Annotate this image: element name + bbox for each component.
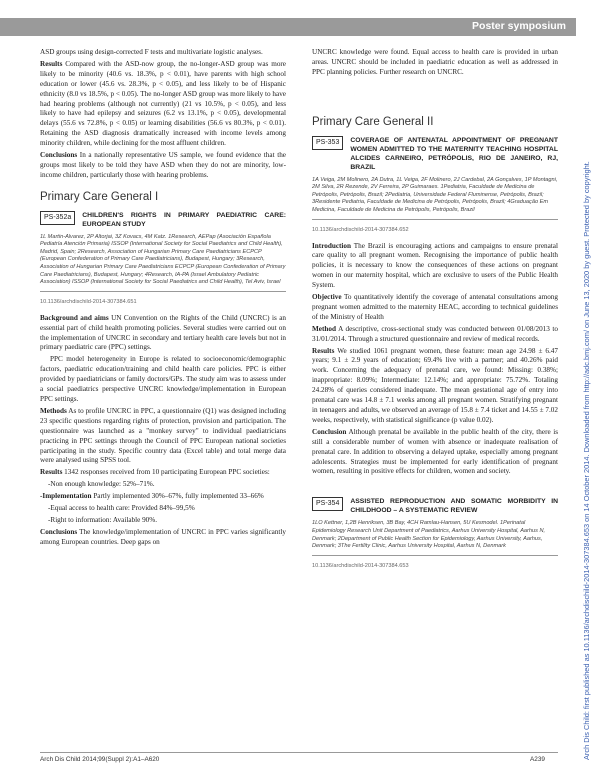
results-paragraph xyxy=(312,347,558,426)
section-title-general-1: Primary Care General I xyxy=(40,190,159,203)
implementation-text: Partly implemented 30%–67%, fully implemented 33–66% xyxy=(93,492,264,501)
abstract-doi: 10.1136/archdischild-2014-307384.653 xyxy=(312,562,409,569)
objective-paragraph xyxy=(312,293,558,323)
abstract-title: CHILDREN'S RIGHTS IN PRIMARY PAEDIATRIC CARE: EUROPEAN STUDY xyxy=(82,211,286,228)
abstract-title: COVERAGE OF ANTENATAL APPOINTMENT OF PREGNANT WOMEN ADMITTED TO THE MATERNITY TEACHING HOSPITAL ALCIDES CARNEIRO, PETRÓPOLIS, RIO DE JANEIRO, RJ, BRAZIL xyxy=(350,136,558,171)
abstract-authors: 1L Martin-Alvarez, 2P Altorjai, 3Z Kovacs, 4M Katz. 1Research, AEPap (Asociación Española Pediatría Atención Primaria) ISSOP (International Society for Social Paediatrics and Child Health), Madrid, Spain; 2Research, Association of Hungarian Primary Care Paediatricians ECPCP (European Confederation of Primary Care Paediatricians), Budapest, Hungary; 3Research, Association of Hungarian Primary Care Paediatricians ECPCP (European Confederation of Primary Care Paediatricians), Budapest, Hungary; 4Research, IA-PA (Israel Ambulatory Pediatric Association) ISSOP (International Society for Social Paediatrics and Child Health), Tel Aviv, Israel xyxy=(40,233,286,286)
abstract-results-text: 1342 responses received from 10 participating European PPC societies: xyxy=(64,468,270,477)
section-banner xyxy=(0,18,576,36)
abstract-conclusions-paragraph xyxy=(40,528,286,548)
section-banner-label: Poster symposium xyxy=(472,20,566,32)
abstract-conclusions-text: The knowledge/implementation of UNCRC in PPC varies significantly among European countries. Deep gaps on xyxy=(40,527,287,546)
abstract-authors: 1LO Kettner, 1,2B Henriksen, 3B Bay, 4CH Ramlau-Hansen, 5U Kesmodel. 1Perinatal Epidemiology Research Unit Department of Paediatrics, Aarhus University Hospital, Aarhus N, Denmark; 2Department of Public Health Section for Epidemiology, Aarhus University, Aarhus, Denmark; 3The Fertility Clinic, Aarhus University Hospital, Aarhus N, Denmark xyxy=(312,520,546,550)
conclusions-text: In a nationally representative US sample, we found evidence that the groups most likely to be told they have ASD when they do not are minority, low-income children, particularly those with hearing problems. xyxy=(40,151,286,179)
abstract-doi: 10.1136/archdischild-2014-307384.651 xyxy=(40,298,137,305)
introduction-paragraph xyxy=(312,242,558,292)
abstract-id: PS-352a xyxy=(40,211,75,225)
abstract-title: ASSISTED REPRODUCTION AND SOMATIC MORBIDITY IN CHILDHOOD – A SYSTEMATIC REVIEW xyxy=(350,498,558,515)
abstract-doi: 10.1136/archdischild-2014-307384.652 xyxy=(312,226,409,233)
list-item: -Equal access to health care: Provided 84%–99,5% xyxy=(48,504,195,513)
results-text: We studied 1061 pregnant women, these feature: mean age 24.98 ± 6.47 years; 9.1 ± 2.9 years of education; 69.4% live with a partner; and 40.26% paid work. Concerning the adequacy of prenatal care, we found: Missing: 0.38%; inappropriate: 8.09%; Intermediate: 12.14%; and appropriate: 75.72%. Totaling 24.28% of queries considered inadequate. The mean gestational age of entry into prenatal care was 14.8 ± 7.1 weeks among all pregnant women. Stratifying pregnant in teenagers and adults, we observed an average of 15.8 ± 7.4 ticket and 14.55 ± 7.02 weeks, respectively, with statistical significance (p value 0.02). xyxy=(312,346,558,424)
background-label: Background and aims xyxy=(40,313,109,322)
abstract-conclusions-label: Conclusions xyxy=(40,527,78,536)
method-text: A descriptive, cross-sectional study was conducted between 01/08/2013 to 31/01/2014. Through a structured questionnaire and review of medical records. xyxy=(312,324,559,343)
background-text: UN Convention on the Rights of the Child (UNCRC) is an essential part of child health promoting policies. Several studies were carried out on the implementation of UNCRC in secondary and tertiary health care levels but not in primary paediatric care (PPC) settings. xyxy=(40,313,286,352)
results-paragraph xyxy=(40,60,286,149)
abstract-results-label: Results xyxy=(40,468,63,477)
methods-text: As to profile UNCRC in PPC, a questionnaire (Q1) was designed including 23 specific questions regarding rights of protection, provision and participation. The questionnaire was launched as a "monkey survey" to individual paediatricians practicing in PPC settings through the Council of PPC European national societies participating in the study. Specific country data (Excel table) and total merge data were analysed using SPSS tool. xyxy=(40,406,286,465)
abstract-results-paragraph xyxy=(40,468,286,478)
methods-label: Methods xyxy=(40,406,67,415)
conclusions-paragraph xyxy=(40,151,286,181)
footer-divider xyxy=(40,752,558,753)
abstract-id: PS-354 xyxy=(312,497,343,511)
side-citation xyxy=(580,12,596,760)
introduction-label: Introduction xyxy=(312,241,352,250)
conclusion-label: Conclusion xyxy=(312,427,347,436)
side-citation-text: Arch Dis Child: first published as 10.1136/archdischild-2014-307384.653 on 14 October 2014. Downloaded from http://adc.bmj.com/ on June 13, 2020 by guest. Protected by copyright. xyxy=(582,161,591,760)
conclusions-label: Conclusions xyxy=(40,151,78,160)
method-label: Method xyxy=(312,324,336,333)
abstract-id: PS-353 xyxy=(312,136,343,150)
conclusion-paragraph xyxy=(312,428,558,478)
objective-text: To quantitatively identify the coverage of antenatal consultations among pregnant women admitted to the maternity HEAC, according to technical guidelines of the Ministry of Health xyxy=(312,293,558,321)
background-paragraph-2: PPC model heterogeneity in Europe is related to socioeconomic/demographic factors, paediatric education/training and child health care policies. PPC is either provided by paediatricians or family doctors/GPs. The study aim was to assess under a social paediatrics perspective UNCRC knowledge/implementation in European PPC settings. xyxy=(40,355,286,403)
results-label: Results xyxy=(312,346,335,355)
background-paragraph xyxy=(40,314,286,354)
section-title-general-2: Primary Care General II xyxy=(312,115,434,128)
results-text: Compared with the ASD-now group, the no-longer-ASD group was more likely to be minority (40.6 vs. 18.3%, p < 0.01), have parents with high school education or lower (45.6 vs. 28.3%, p < 0.05), and less likely to be of Hispanic ethnicity (8.0 vs 18.5%, p < 0.05). The no-longer ASD group was more likely to have had hearing problems (although not currently) (21 vs 10.5%, p < 0.05), and less likely to have had epilepsy and seizures (6.2 vs 13.1%, p < 0.05), developmental delays (55.6 vs 72.8%, p < 0.05) or learning disabilities (56.6 vs 80.3%, p < 0.01). Retaining the ASD diagnosis dramatically increased with income levels among minority children, while declining for the most affluent children. xyxy=(40,59,286,148)
implementation-label: -Implementation xyxy=(40,492,92,501)
divider xyxy=(312,555,558,556)
abstract-header xyxy=(312,497,558,515)
divider xyxy=(40,291,286,292)
implementation-paragraph xyxy=(40,492,286,502)
continued-text: ASD groups using design-corrected F tests and multivariate logistic analyses. xyxy=(40,48,263,56)
method-paragraph xyxy=(312,325,558,345)
footer-journal: Arch Dis Child 2014;99(Suppl 2):A1–A620 xyxy=(40,756,160,763)
right-column xyxy=(312,48,558,578)
list-item: -Non enough knowledge: 52%–71%. xyxy=(48,480,155,489)
continued-text: UNCRC knowledge were found. Equal access to health care is provided in urban areas. UNCRC should be included in paediatric education as well as addressed in PPC planning policies. Further research on UNCRC. xyxy=(312,48,558,76)
results-label: Results xyxy=(40,59,63,68)
abstract-header xyxy=(312,136,558,172)
introduction-text: The Brazil is encouraging actions and campaigns to ensure prenatal care quality to all pregnant women. Recognising the importance of public health policies, it is necessary to know the consequences of these actions on pregnant women in our maternity hospital, which are exclusive to users of the Public Health System. xyxy=(312,241,558,290)
methods-paragraph xyxy=(40,407,286,466)
conclusion-text: Although prenatal be available in the public health of the city, there is still a considerable number of women with absence or inadequate realisation of prenatal care. In addition to observing a delayed uptake, especially among pregnant adolescents. Strategies must be implemented for early identification of pregnant women, resulting in positive effects for children, women and society. xyxy=(312,427,558,476)
abstract-header xyxy=(40,211,286,229)
abstract-authors: 1A Veiga, 2M Molinero, 2A Dutra, 1L Veiga, 2F Molinero, 2J Cardebal, 2A Gonçalves, 1P Montagni, 2M Silva, 2R Rezende, 2V Ferreira, 2P Guimaraes. 1Pediatria, Faculdade de Medicina de Petrópolis, Petrópolis, Brazil; 2Pediatria, Universidade Federal Fluminense, Petrópolis, Brazil; 3Residente Pediatria, Faculdade de Medicina de Petrópolis, Petrópolis, Brazil; 4Graduação Em Medicina, Faculdade de Medicina de Petrópolis, Petrópolis, Brazil xyxy=(312,176,558,213)
divider xyxy=(312,219,558,220)
left-column xyxy=(40,48,286,550)
objective-label: Objective xyxy=(312,293,342,302)
list-item: -Right to information: Available 90%. xyxy=(48,515,158,524)
footer-page-number: A239 xyxy=(530,756,545,763)
